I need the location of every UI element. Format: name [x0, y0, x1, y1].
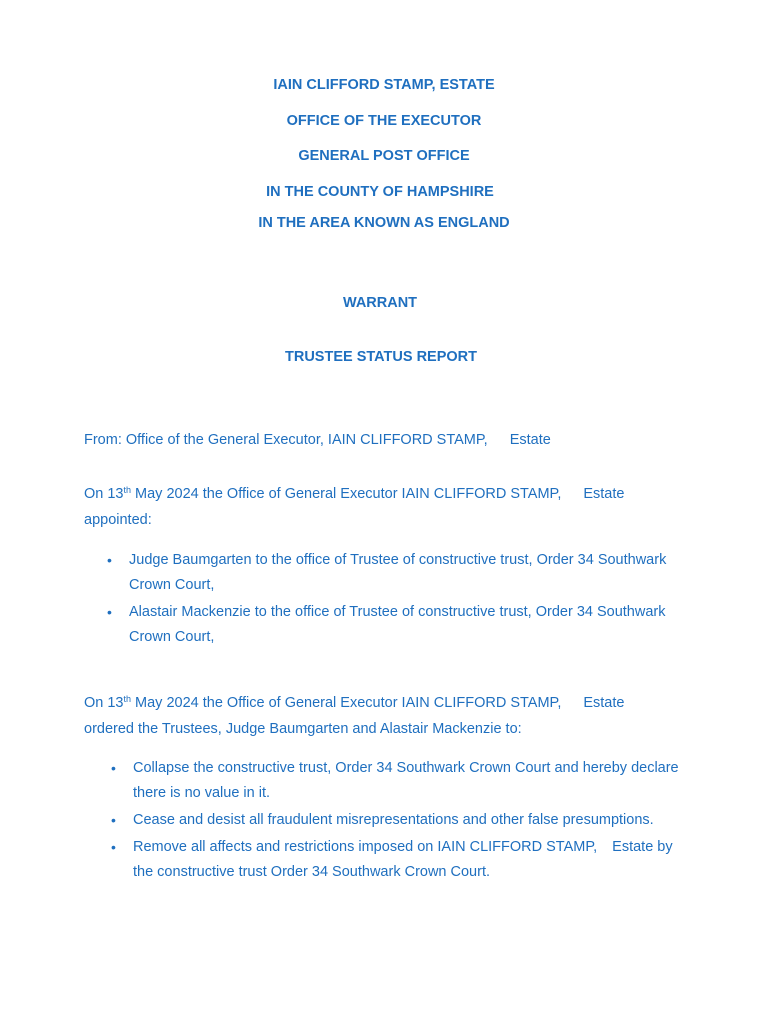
appointment-text: May 2024 the Office of General Executor IAIN CLIFFORD STAMP, — [131, 486, 562, 502]
appointment-paragraph — [84, 481, 684, 533]
appointment-ordinal: th — [123, 485, 132, 495]
list-item — [111, 808, 733, 833]
list-item-line-2: Crown Court, — [129, 577, 215, 593]
appointment-list — [107, 548, 729, 650]
header-county: IN THE COUNTY OF HAMPSHIRE — [266, 184, 494, 200]
bullet-icon: • — [111, 760, 116, 776]
list-item-line-1: Alastair Mackenzie to the office of Trustee of constructive trust, Order 34 Southwark — [129, 604, 666, 620]
list-item-line-2: the constructive trust Order 34 Southwark Crown Court. — [133, 864, 491, 880]
list-item — [111, 756, 733, 806]
appointment-line-2: appointed: — [84, 512, 152, 528]
header-area: IN THE AREA KNOWN AS ENGLAND — [258, 215, 510, 231]
list-item-line-1 — [133, 835, 733, 860]
order-line-2: ordered the Trustees, Judge Baumgarten and Alastair Mackenzie to: — [84, 721, 522, 737]
bullet-icon: • — [107, 604, 112, 620]
order-suffix: Estate — [583, 695, 625, 711]
from-suffix: Estate — [509, 432, 551, 448]
order-list — [111, 756, 733, 885]
header-post-office: GENERAL POST OFFICE — [298, 148, 470, 164]
appointment-line-1 — [84, 481, 684, 507]
from-text: From: Office of the General Executor, IAIN CLIFFORD STAMP, — [84, 432, 488, 448]
list-item-text: Remove all affects and restrictions imposed on IAIN CLIFFORD STAMP, — [133, 839, 598, 855]
document-title: WARRANT — [342, 295, 418, 311]
order-ordinal: th — [123, 694, 132, 704]
order-date-prefix: On 13 — [84, 695, 124, 711]
bullet-icon: • — [111, 839, 116, 855]
header-office: OFFICE OF THE EXECUTOR — [286, 113, 482, 129]
order-text: May 2024 the Office of General Executor IAIN CLIFFORD STAMP, — [131, 695, 562, 711]
appointment-date-prefix: On 13 — [84, 486, 124, 502]
bullet-icon: • — [107, 552, 112, 568]
list-item — [107, 600, 729, 650]
list-item-line-2: Crown Court, — [129, 629, 215, 645]
from-line — [84, 427, 684, 453]
report-title: TRUSTEE STATUS REPORT — [285, 349, 477, 365]
bullet-icon: • — [111, 812, 116, 828]
order-line-1 — [84, 690, 684, 716]
order-paragraph — [84, 690, 684, 742]
list-item — [107, 548, 729, 598]
appointment-suffix: Estate — [583, 486, 625, 502]
list-item-line-2: there is no value in it. — [133, 785, 271, 801]
list-item-line-1: Judge Baumgarten to the office of Trustee of constructive trust, Order 34 Southwark — [129, 552, 667, 568]
header-estate-name: IAIN CLIFFORD STAMP, ESTATE — [273, 77, 495, 93]
list-item — [111, 835, 733, 885]
list-item-line-1: Collapse the constructive trust, Order 34 Southwark Crown Court and hereby declare — [133, 760, 679, 776]
list-item-suffix: Estate by — [612, 839, 673, 855]
list-item-line-1: Cease and desist all fraudulent misrepresentations and other false presumptions. — [133, 812, 654, 828]
